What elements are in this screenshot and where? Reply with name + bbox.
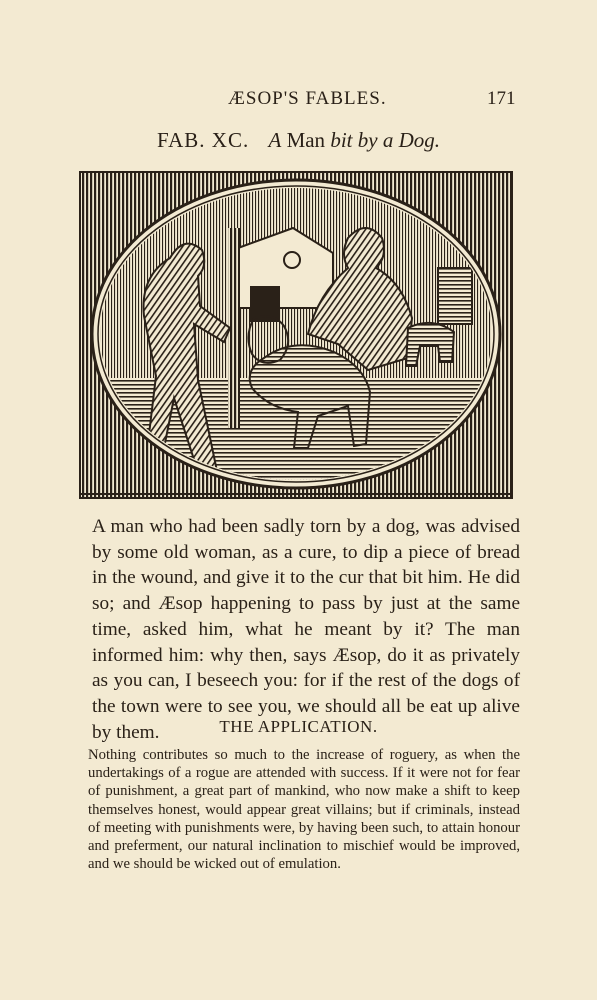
application-paragraph: Nothing contributes so much to the increase of roguery, as when the undertakings of a rogue are attended with success. If it were not for fear of punishment, a great part of mankind, who now make a shift to keep themselves honest, would appear great villains; but if criminals, instead of meeting with punishments were, by having been such, to attain honour and preferment, our natural inclination to mischief would be improved, and we should be wicked out of emulation. (88, 747, 520, 873)
fable-title (0, 128, 597, 153)
page-number: 171 (487, 88, 516, 109)
title-word-man: Man (286, 128, 326, 152)
title-word-a-2: a (382, 128, 394, 152)
title-word-a: A (268, 128, 282, 152)
title-word-dog: Dog. (398, 128, 440, 152)
fable-paragraph: A man who had been sadly torn by a dog, was advised by some old woman, as a cure, to dip a piece of bread in the wound, and give it to the cur that bit him. He did so; and Æsop happening to pass by just at the same time, asked him, what he meant by it? The man informed him: why then, says Æsop, do it as privately as you can, I beseech you: for if the rest of the dogs of the town were to see you, we should all be eat up alive by them. (92, 516, 520, 743)
title-words-bit-by: bit by (330, 128, 378, 152)
fable-text (92, 514, 520, 745)
application-heading: THE APPLICATION. (219, 717, 378, 736)
application-text (88, 746, 520, 873)
fable-number: FAB. XC. (157, 128, 250, 152)
running-head (0, 88, 597, 118)
running-title: ÆSOP'S FABLES. (228, 88, 387, 109)
woodcut-illustration (78, 168, 514, 500)
